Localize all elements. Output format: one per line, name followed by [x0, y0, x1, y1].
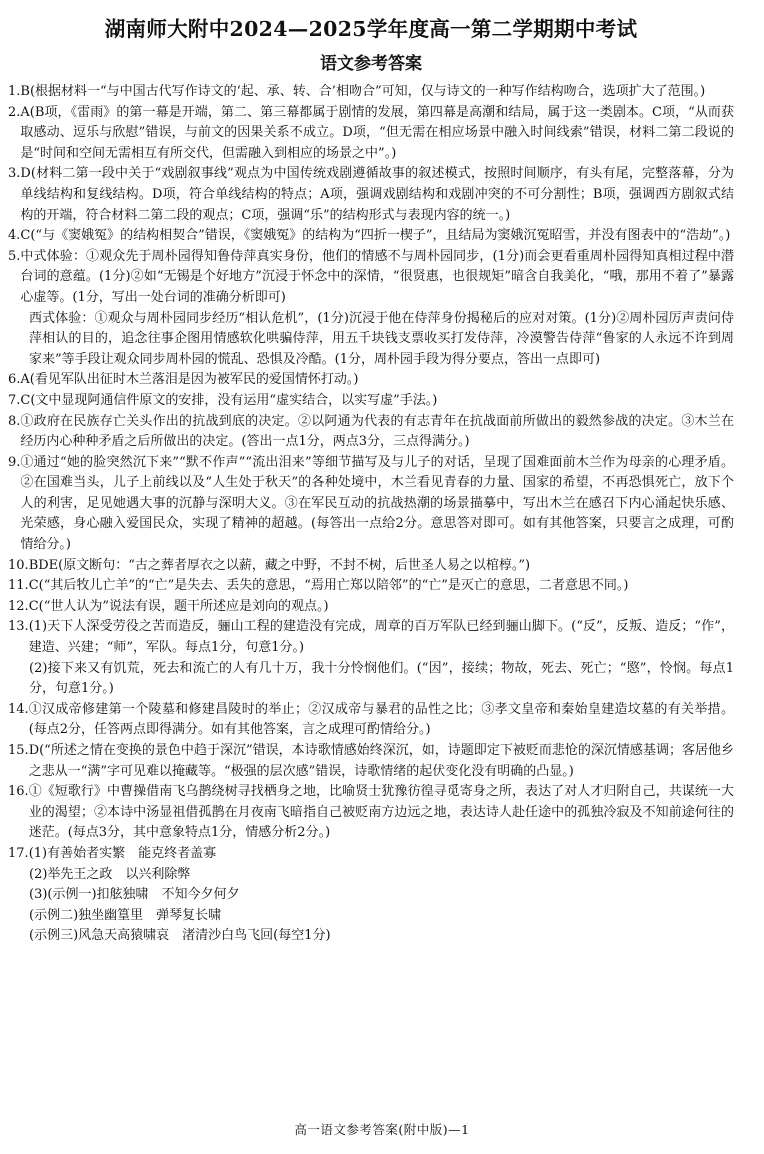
- answer-list: [8, 82, 734, 947]
- answer-item: [8, 370, 734, 391]
- answer-text: C(“其后牧儿亡羊”的“亡”是失去、丢失的意思，“焉用亡郑以陪邻”的“亡”是灭亡的意思，二者意思不同。): [28, 578, 629, 594]
- answer-text: C(文中显现阿通信件原文的安排，没有运用“虚实结合，以实写虚”手法。): [20, 392, 438, 408]
- answer-text: B(根据材料一“与中国古代写作诗文的‘起、承、转、合’相吻合”可知，仅与诗文的一种写作结构吻合，选项扩大了范围。): [20, 84, 706, 99]
- answer-text: ①汉成帝修建第一个陵墓和修建昌陵时的举止；②汉成帝与暴君的品性之比；③孝文皇帝和秦始皇建造坟墓的有关举措。(每点2分，任答两点即得满分。如有其他答案，言之成理可酌情给分。): [28, 701, 734, 738]
- answer-number: 17.: [8, 845, 29, 861]
- answer-text: BDE(原文断句：“古之葬者厚衣之以薪，藏之中野，不封不树，后世圣人易之以棺椁。”): [28, 557, 531, 573]
- answer-text: D(“所述之情在变换的景色中趋于深沉”错误，本诗歌情感始终深沉，如，诗题即定下被贬而悲怆的深沉情感基调；客居他乡之悲从一“满”字可见难以掩藏等。“极强的层次感”错误，诗歌情绪的起伏变化没有明确的凸显。): [28, 743, 734, 779]
- answer-item: [8, 617, 734, 658]
- answer-item: [8, 391, 734, 412]
- answer-text: A(B项，《雷雨》的第一幕是开端，第二、第三幕都属于剧情的发展，第四幕是高潮和结局，属于这一类剧本。C项，“从而获取感动、逗乐与欣慰”错误，与前文的因果关系不成立。D项，“但无需在相应场景中融入时间线索”错误，材料二第二段说的是“时间和空间无需相互有所交代，但需融入到相应的场景之中”。): [20, 104, 734, 161]
- answer-continuation: 西式体验：①观众与周朴园同步经历“相认危机”，(1分)沉浸于他在侍萍身份揭秘后的应对对策。(1分)②周朴园厉声责问侍萍相认的目的，追念往事企图用情感软化哄骗侍萍，用五千块钱支票收买打发侍萍，冷漠警告侍萍“鲁家的人永远不许到周家来”等手段让观众同步周朴园的慌乱、恐惧及冷酷。(1分，周朴园手段为得分要点，答出一点即可): [29, 310, 734, 367]
- answer-number: 16.: [8, 784, 29, 800]
- answer-continuation: (3)(示例一)扣舷独啸 不知今夕何夕: [29, 887, 240, 903]
- answer-item: [8, 741, 734, 782]
- answer-item: [8, 164, 734, 226]
- answer-number: 15.: [8, 743, 29, 758]
- answer-number: 2.: [8, 104, 21, 120]
- answer-continuation: (示例三)风急天高猿啸哀 渚清沙白鸟飞回(每空1分): [29, 928, 331, 944]
- page-footer: 高一语文参考答案(附中版)—1: [294, 1122, 470, 1137]
- answer-continuation: (示例二)独坐幽篁里 弹琴复长啸: [29, 907, 222, 923]
- answer-text: 中式体验：①观众先于周朴园得知鲁侍萍真实身份，他们的情感不与周朴园同步，(1分)而会更看重周朴园得知真相过程中潜台词的意蕴。(1分)②如“无锡是个好地方”沉浸于怀念中的深情，“很贤惠，也很规矩”暗含自我美化，“哦，那用不着了”暴露心虚等。(1分，写出一处台词的准确分析即可): [20, 248, 734, 305]
- answer-item: [8, 782, 734, 844]
- answer-text: ①《短歌行》中曹操借南飞乌鹊绕树寻找栖身之地，比喻贤士犹豫彷徨寻觅寄身之所，表达了对人才归附自己，共谋统一大业的渴望；②本诗中汤显祖借孤鹊在月夜南飞暗指自己被贬南方边远之地，表达诗人赴任途中的孤独冷寂及不知前途何往的迷茫。(每点3分，其中意象特点1分，情感分析2分。): [28, 784, 734, 841]
- page-title: 湖南师大附中2024—2025学年度高一第二学期期中考试: [104, 17, 638, 41]
- answer-item: [8, 82, 734, 103]
- answer-text: A(看见军队出征时木兰落泪是因为被军民的爱国情怀打动。): [20, 372, 359, 388]
- answer-number: 13.: [8, 619, 29, 635]
- answer-item: [8, 597, 734, 618]
- answer-text: ①通过“她的脸突然沉下来”“默不作声”“流出泪来”等细节描写及与儿子的对话，呈现了国难面前木兰作为母亲的心理矛盾。②在国难当头，儿子上前线以及“人生处于秋天”的各种处境中，木兰看见青春的力量、国家的希望，不再恐惧死亡，放下个人的利害，足见她遇大事的沉静与深明大义。③在军民互动的抗战热潮的场景描摹中，写出木兰在感召下内心涌起快乐感、光荣感，身心融入爱国民众，实现了精神的超越。(每答出一点给2分。意思答对即可。如有其他答案，只要言之成理，可酌情给分。): [20, 454, 734, 553]
- answer-number: 4.: [8, 228, 21, 244]
- answer-number: 7.: [8, 392, 21, 408]
- answer-item: [8, 844, 734, 865]
- answer-text: C(“与《窦娥冤》的结构相契合”错误，《窦娥冤》的结构为“四折一楔子”，且结局为窦娥沉冤昭雪，并没有图表中的“浩劫”。): [20, 228, 731, 244]
- page-subtitle: 语文参考答案: [320, 54, 422, 74]
- answer-continuation: (2)举先王之政 以兴利除弊: [29, 866, 191, 882]
- answer-text: (1)有善始者实繁 能克终者盖寡: [28, 845, 217, 861]
- answer-text: C(“世人认为”说法有误，题干所述应是刘向的观点。): [28, 598, 329, 614]
- answer-continuation: (2)接下来又有饥荒，死去和流亡的人有几十万，我十分怜悯他们。(“因”，接续；物故，死去、死亡；“愍”，怜悯。每点1分，句意1分。): [29, 660, 734, 697]
- answer-number: 5.: [8, 248, 21, 264]
- answer-number: 12.: [8, 598, 29, 614]
- answer-item: [8, 412, 734, 453]
- answer-number: 6.: [8, 372, 21, 388]
- answer-number: 14.: [8, 701, 29, 717]
- answer-text: ①政府在民族存亡关头作出的抗战到底的决定。②以阿通为代表的有志青年在抗战面前所做出的毅然参战的决定。③木兰在经历内心种种矛盾之后所做出的决定。(答出一点1分，两点3分，三点得满分。): [20, 413, 734, 450]
- answer-item: [8, 103, 734, 165]
- answer-text: (1)天下人深受劳役之苦而造反，骊山工程的建造没有完成，周章的百万军队已经到骊山脚下。(“反”，反叛、造反；“作”，建造、兴建；“师”，军队。每点1分，句意1分。): [28, 619, 734, 656]
- answer-item: [8, 453, 734, 556]
- answer-number: 1.: [8, 84, 21, 99]
- answer-number: 8.: [8, 413, 21, 429]
- answer-number: 9.: [8, 454, 21, 470]
- answer-item: [8, 556, 734, 577]
- answer-number: 3.: [8, 166, 21, 182]
- answer-item: [8, 247, 734, 309]
- answer-item: [8, 700, 734, 741]
- answer-item: [8, 226, 734, 247]
- answer-number: 11.: [8, 578, 29, 594]
- answer-number: 10.: [8, 557, 29, 573]
- answer-item: [8, 576, 734, 597]
- answer-text: D(材料二第一段中关于“戏剧叙事线”观点为中国传统戏剧遵循故事的叙述模式，按照时间顺序，有头有尾，完整落幕，分为单线结构和复线结构。D项，符合单线结构的特点；A项，强调戏剧结构和戏剧冲突的不可分割性；B项，强调西方剧叙式结构的开端，符合材料二第二段的观点；C项，强调“乐”的结构形式与表现内容的统一。): [20, 166, 734, 223]
